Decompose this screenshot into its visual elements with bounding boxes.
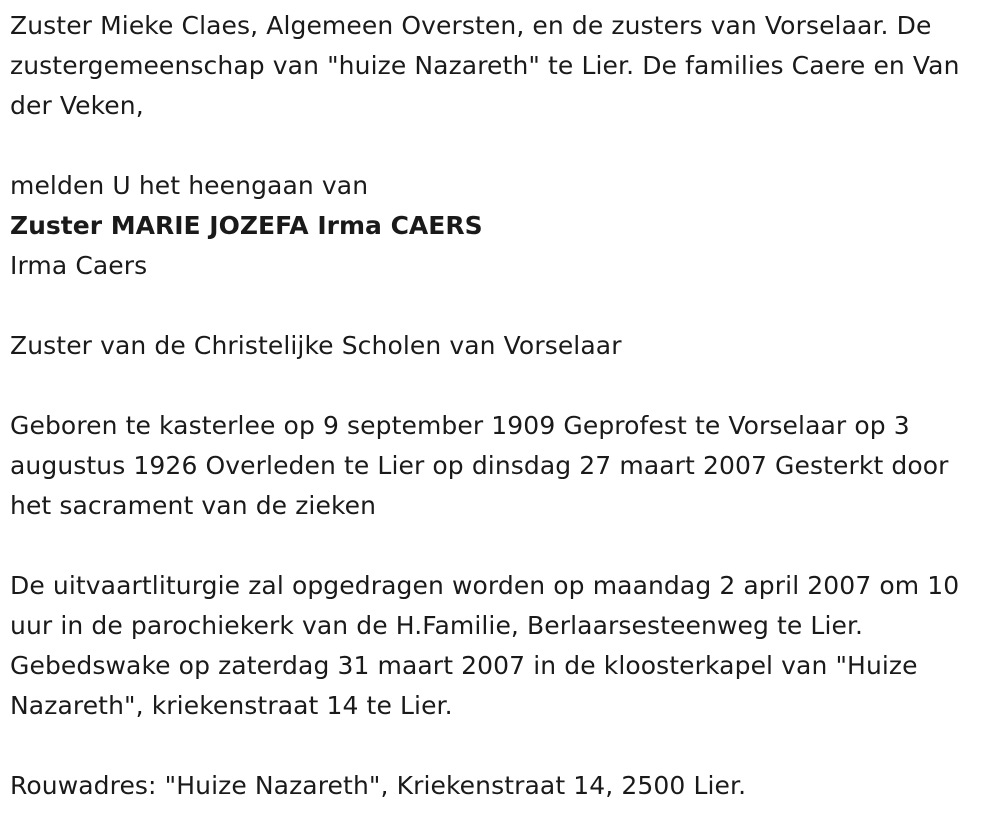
spacer: [10, 526, 985, 566]
deceased-title: Zuster MARIE JOZEFA Irma CAERS: [10, 211, 483, 240]
announce-line: melden U het heengaan van: [10, 171, 369, 200]
spacer: [10, 286, 985, 326]
spacer: [10, 126, 985, 166]
funeral-paragraph: De uitvaartliturgie zal opgedragen worden op maandag 2 april 2007 om 10 uur in de parochiekerk van de H.Familie, Berlaarsesteenweg te Lier. Gebedswake op zaterdag 31 maart 2007 in de kloosterkapel van "Huize Nazareth", kriekenstraat 14 te Lier.: [10, 571, 960, 720]
spacer: [10, 726, 985, 766]
obituary-document: [10, 6, 985, 806]
congregation-line: Zuster van de Christelijke Scholen van Vorselaar: [10, 331, 622, 360]
spacer: [10, 366, 985, 406]
deceased-name: Irma Caers: [10, 251, 148, 280]
intro-paragraph: Zuster Mieke Claes, Algemeen Oversten, en de zusters van Vorselaar. De zustergemeenschap van "huize Nazareth" te Lier. De families Caere en Van der Veken,: [10, 11, 960, 120]
mourning-address: Rouwadres: "Huize Nazareth", Kriekenstraat 14, 2500 Lier.: [10, 771, 747, 800]
biography-paragraph: Geboren te kasterlee op 9 september 1909 Geprofest te Vorselaar op 3 augustus 1926 Overleden te Lier op dinsdag 27 maart 2007 Gesterkt door het sacrament van de zieken: [10, 411, 949, 520]
